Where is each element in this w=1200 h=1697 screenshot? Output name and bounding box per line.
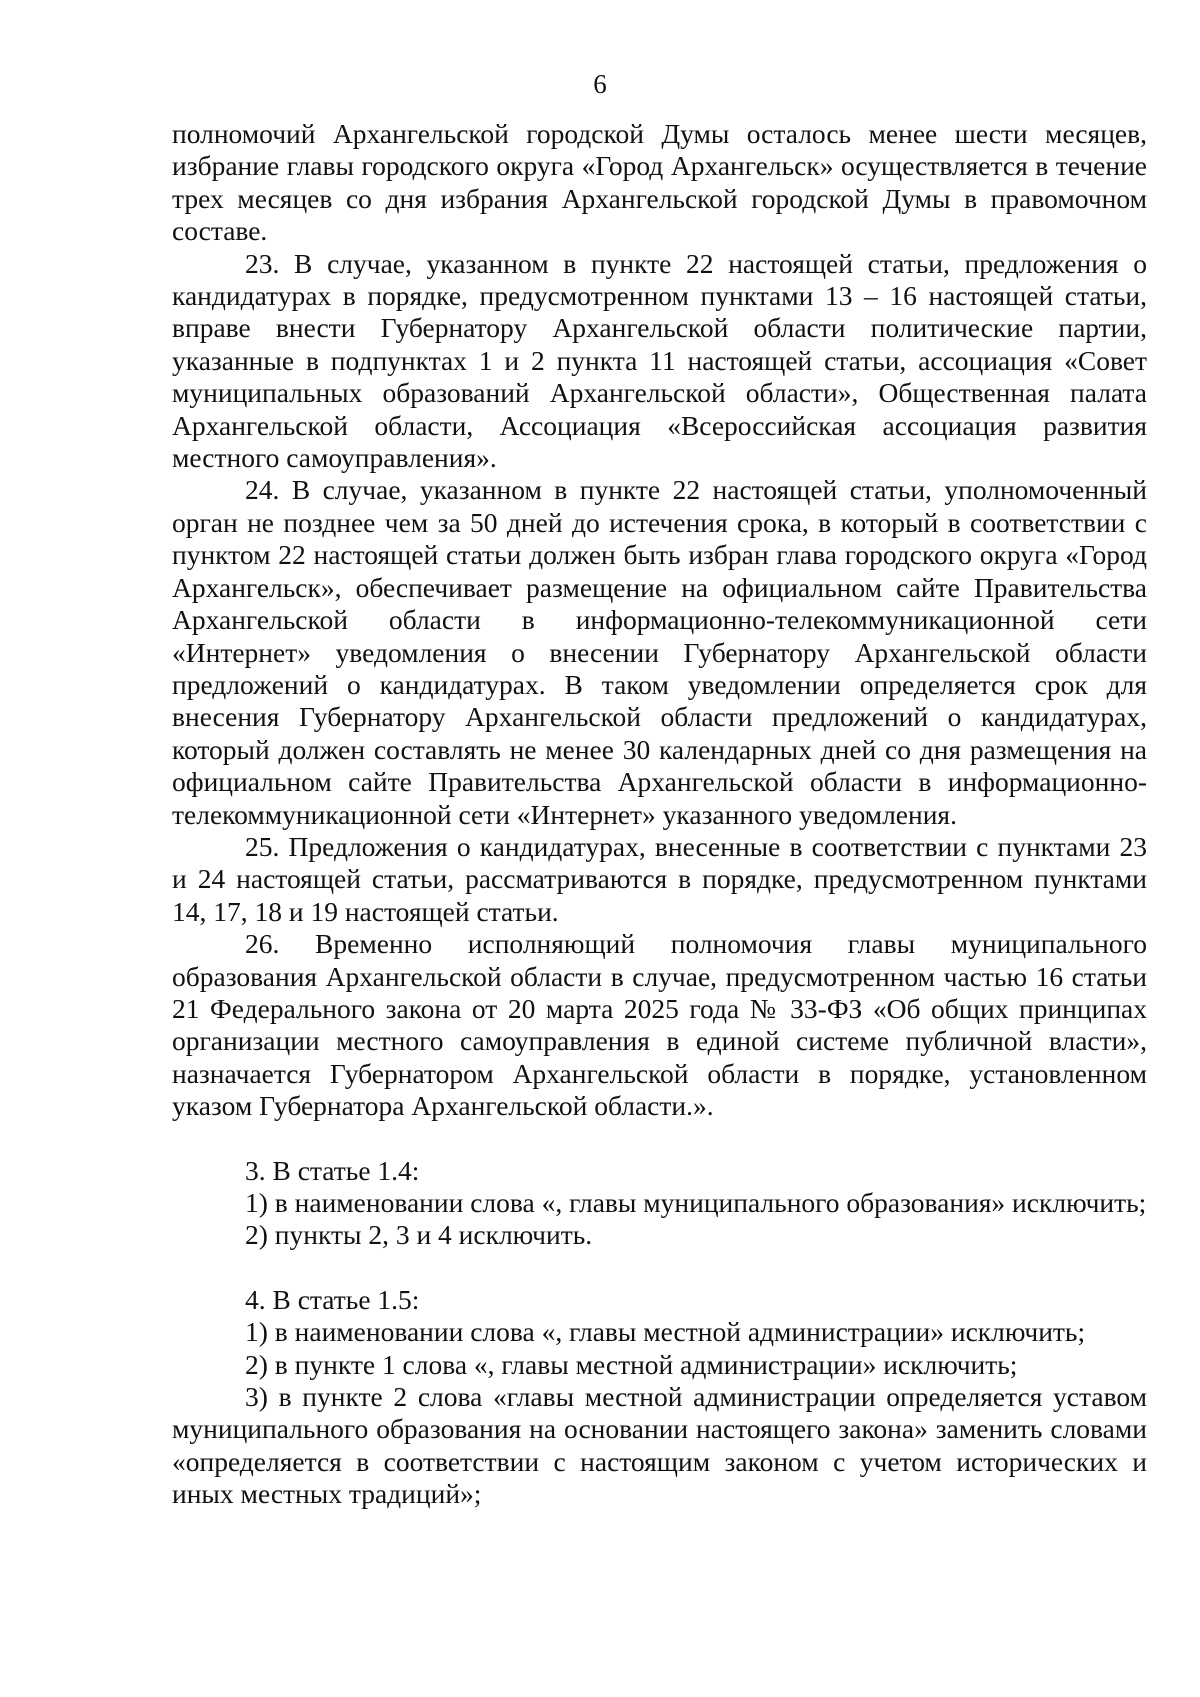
- paragraph-item-25: 25. Предложения о кандидатурах, внесенные в соответствии с пунктами 23 и 24 настоящей статьи, рассматриваются в порядке, предусмотренном пунктами 14, 17, 18 и 19 настоящей статьи.: [172, 830, 1147, 927]
- document-body: [172, 118, 1147, 1511]
- section-heading-3: 3. В статье 1.4:: [245, 1154, 420, 1186]
- section-3-item-1: 1) в наименовании слова «, главы муниципального образования» исключить;: [245, 1187, 1147, 1218]
- section-4-item-3: 3) в пункте 2 слова «главы местной администрации определяется уставом муниципального образования на основании настоящего закона» заменить словами «определяется в соответствии с настоящим законом с учетом исторических и иных местных традиций»;: [172, 1381, 1147, 1510]
- page-number: 6: [593, 69, 607, 99]
- paragraph-continuation: полномочий Архангельской городской Думы осталось менее шести месяцев, избрание главы городского округа «Город Архангельск» осуществляется в течение трех месяцев со дня избрания Архангельской городской Думы в правомочном составе.: [172, 118, 1147, 247]
- paragraph-item-26: 26. Временно исполняющий полномочия главы муниципального образования Архангельской области в случае, предусмотренном частью 16 статьи 21 Федерального закона от 20 марта 2025 года № 33-ФЗ «Об общих принципах организации местного самоуправления в единой системе публичной власти», назначается Губернатором Архангельской области в порядке, установленном указом Губернатора Архангельской области.».: [172, 928, 1147, 1122]
- section-heading-4: 4. В статье 1.5:: [245, 1283, 420, 1315]
- paragraph-item-24: 24. В случае, указанном в пункте 22 настоящей статьи, уполномоченный орган не позднее чем за 50 дней до истечения срока, в который в соответствии с пунктом 22 настоящей статьи должен быть избран глава городского округа «Город Архангельск», обеспечивает размещение на официальном сайте Правительства Архангельской области в информационно-телекоммуникационной сети «Интернет» уведомления о внесении Губернатору Архангельской области предложений о кандидатурах. В таком уведомлении определяется срок для внесения Губернатору Архангельской области предложений о кандидатурах, который должен составлять не менее 30 календарных дней со дня размещения на официальном сайте Правительства Архангельской области в информационно-телекоммуникационной сети «Интернет» указанного уведомления.: [172, 474, 1147, 830]
- paragraph-item-23: 23. В случае, указанном в пункте 22 настоящей статьи, предложения о кандидатурах в порядке, предусмотренном пунктами 13 – 16 настоящей статьи, вправе внести Губернатору Архангельской области политические партии, указанные в подпунктах 1 и 2 пункта 11 настоящей статьи, ассоциация «Совет муниципальных образований Архангельской области», Общественная палата Архангельской области, Ассоциация «Всероссийская ассоциация развития местного самоуправления».: [172, 247, 1147, 474]
- section-4-item-2: 2) в пункте 1 слова «, главы местной администрации» исключить;: [245, 1348, 1018, 1380]
- section-4-item-1: 1) в наименовании слова «, главы местной администрации» исключить;: [245, 1316, 1086, 1348]
- section-3-item-2: 2) пункты 2, 3 и 4 исключить.: [245, 1219, 593, 1251]
